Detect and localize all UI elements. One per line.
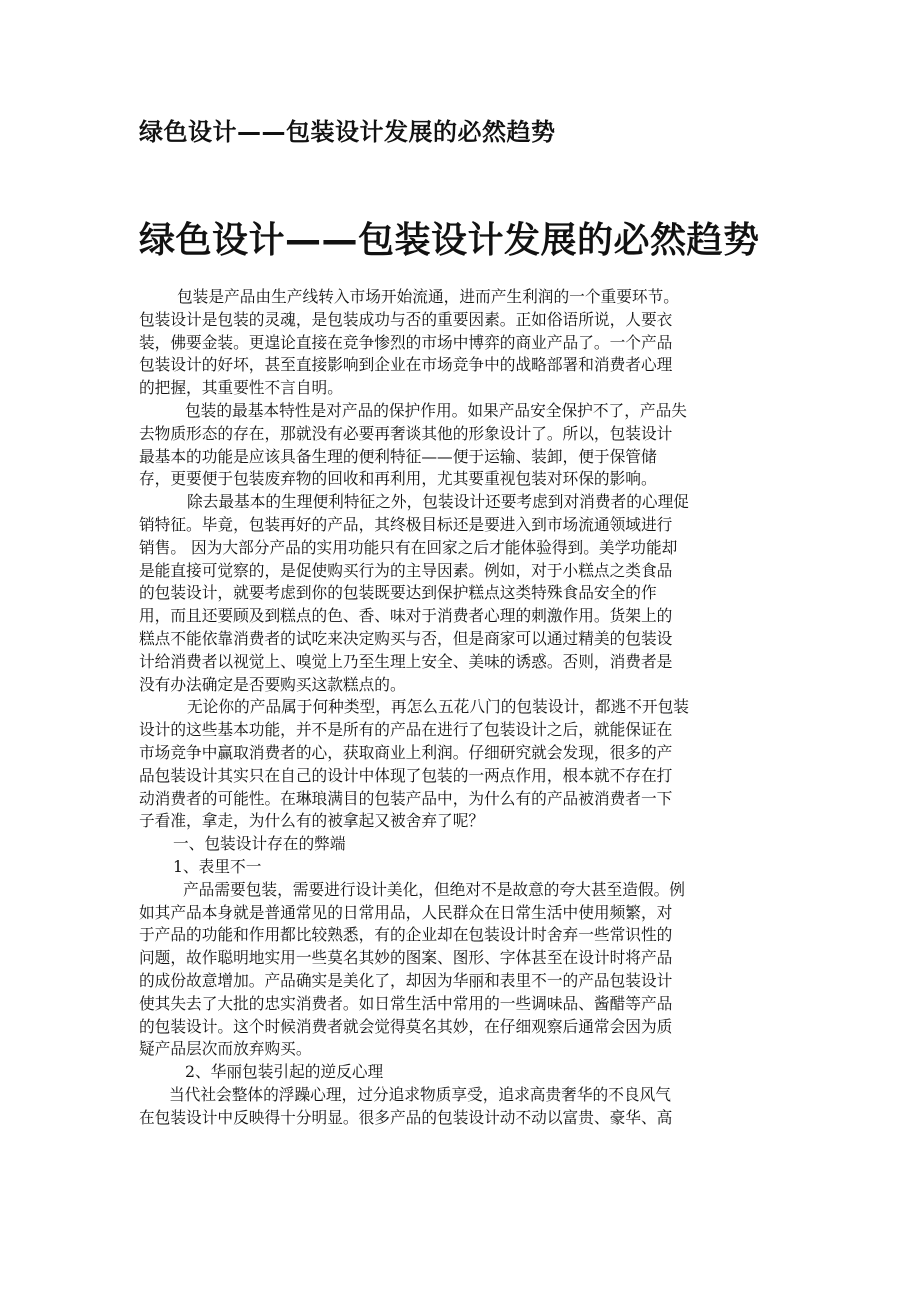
text-line: 一、包装设计存在的弊端 <box>173 834 346 854</box>
text-line: 销特征。毕竟，包装再好的产品，其终极目标还是要进入到市场流通领域进行 <box>139 514 673 534</box>
text-line: 销售。 因为大部分产品的实用功能只有在回家之后才能体验得到。美学功能却 <box>139 537 678 557</box>
text-line: 在包装设计中反映得十分明显。很多产品的包装设计动不动以富贵、豪华、高 <box>139 1107 673 1127</box>
text-line: 没有办法确定是否要购买这款糕点的。 <box>139 674 406 694</box>
text-line: 无论你的产品属于何种类型，再怎么五花八门的包装设计，都逃不开包装 <box>187 697 689 717</box>
text-line: 存，更要便于包装废弃物的回收和再利用，尤其要重视包装对环保的影响。 <box>139 469 657 489</box>
text-line: 1、表里不一 <box>173 856 262 876</box>
text-line: 计给消费者以视觉上、嗅觉上乃至生理上安全、美味的诱惑。否则，消费者是 <box>139 651 673 671</box>
text-line: 动消费者的可能性。在琳琅满目的包装产品中，为什么有的产品被消费者一下 <box>139 788 673 808</box>
text-line: 除去最基本的生理便利特征之外，包装设计还要考虑到对消费者的心理促 <box>187 492 689 512</box>
text-line: 包装的最基本特性是对产品的保护作用。如果产品安全保护不了，产品失 <box>185 400 687 420</box>
header-title: 绿色设计——包装设计发展的必然趋势 <box>139 118 556 146</box>
text-line: 使其失去了大批的忠实消费者。如日常生活中常用的一些调味品、酱醋等产品 <box>139 993 673 1013</box>
text-line: 2、华丽包装引起的逆反心理 <box>185 1062 384 1082</box>
text-line: 疑产品层次而放弃购买。 <box>139 1039 312 1059</box>
paragraph-psychology <box>139 491 779 696</box>
text-line: 的把握，其重要性不言自明。 <box>139 378 343 398</box>
text-line: 如其产品本身就是普通常见的日常用品，人民群众在日常生活中使用频繁，对 <box>139 902 673 922</box>
paragraph-protection <box>139 400 779 491</box>
text-line: 装，佛要金装。更遑论直接在竞争惨烈的市场中博弈的商业产品了。一个产品 <box>139 332 673 352</box>
text-line: 市场竞争中赢取消费者的心，获取商业上利润。仔细研究就会发现，很多的产 <box>139 742 673 762</box>
text-line: 去物质形态的存在，那就没有必要再奢谈其他的形象设计了。所以，包装设计 <box>139 423 673 443</box>
text-line: 包装设计的好坏，甚至直接影响到企业在市场竞争中的战略部署和消费者心理 <box>139 355 673 375</box>
text-line: 是能直接可觉察的，是促使购买行为的主导因素。例如，对于小糕点之类食品 <box>139 560 673 580</box>
text-line: 设计的这些基本功能，并不是所有的产品在进行了包装设计之后，就能保证在 <box>139 720 673 740</box>
text-line: 的成份故意增加。产品确实是美化了，却因为华丽和表里不一的产品包装设计 <box>139 970 673 990</box>
paragraph-intro <box>139 286 779 400</box>
text-line: 用，而且还要顾及到糕点的色、香、味对于消费者心理的刺激作用。货架上的 <box>139 606 673 626</box>
main-title: 绿色设计——包装设计发展的必然趋势 <box>139 220 760 261</box>
text-line: 包装设计是包装的灵魂，是包装成功与否的重要因素。正如俗语所说，人要衣 <box>139 309 673 329</box>
text-line: 当代社会整体的浮躁心理，过分追求物质享受，追求高贵奢华的不良风气 <box>169 1084 671 1104</box>
text-line: 的包装设计。这个时候消费者就会觉得莫名其妙，在仔细观察后通常会因为质 <box>139 1016 673 1036</box>
text-line: 糕点不能依靠消费者的试吃来决定购买与否，但是商家可以通过精美的包装设 <box>139 628 673 648</box>
text-line: 产品需要包装，需要进行设计美化，但绝对不是故意的夸大甚至造假。例 <box>183 879 685 899</box>
subsection-heading-2 <box>139 1061 779 1084</box>
text-line: 问题，故作聪明地实用一些莫名其妙的图案、图形、字体甚至在设计时将产品 <box>139 948 673 968</box>
subsection-heading-1 <box>139 856 779 879</box>
text-line: 包装是产品由生产线转入市场开始流通，进而产生利润的一个重要环节。 <box>177 287 679 306</box>
text-line: 子看准，拿走，为什么有的被拿起又被舍弃了呢？ <box>139 811 485 831</box>
article-body <box>139 286 779 1129</box>
paragraph-functions <box>139 696 779 833</box>
paragraph-inconsistency <box>139 879 779 1061</box>
text-line: 最基本的功能是应该具备生理的便利特征——便于运输、装卸，便于保管储 <box>139 446 657 466</box>
text-line: 的包装设计，就要考虑到你的包装既要达到保护糕点这类特殊食品安全的作 <box>139 583 657 603</box>
text-line: 品包装设计其实只在自己的设计中体现了包装的一两点作用，根本就不存在打 <box>139 765 673 785</box>
section-heading-drawbacks <box>139 833 779 856</box>
paragraph-luxury <box>139 1084 779 1130</box>
text-line: 于产品的功能和作用都比较熟悉，有的企业却在包装设计时舍弃一些常识性的 <box>139 925 673 945</box>
